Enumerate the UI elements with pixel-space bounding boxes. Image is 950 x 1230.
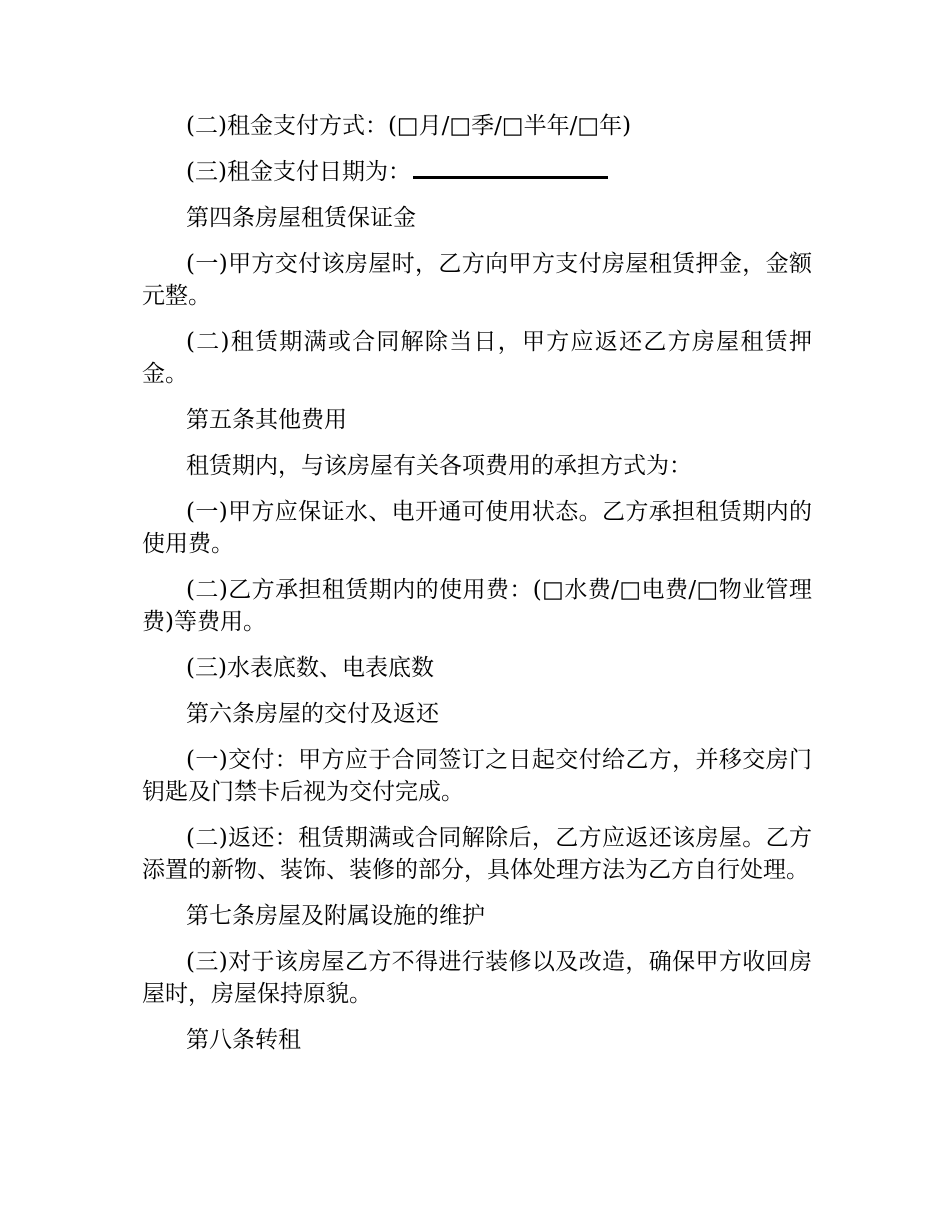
paragraph-meter-readings: (三)水表底数、电表底数	[186, 655, 434, 681]
document-body	[142, 110, 812, 1070]
paragraph-utilities-1: (一)甲方应保证水、电开通可使用状态。乙方承担租赁期内的使用费。	[142, 499, 812, 557]
paragraph-rent-payment-method: (二)租金支付方式：(□月/□季/□半年/□年)	[186, 113, 632, 139]
section-heading-6: 第六条房屋的交付及返还	[186, 701, 439, 727]
section-heading-7: 第七条房屋及附属设施的维护	[186, 903, 485, 929]
section-heading-4: 第四条房屋租赁保证金	[186, 205, 416, 231]
section-heading-8: 第八条转租	[186, 1027, 301, 1053]
paragraph-return: (二)返还：租赁期满或合同解除后，乙方应返还该房屋。乙方添置的新物、装饰、装修的部分，具体处理方法为乙方自行处理。	[142, 825, 812, 883]
paragraph-expenses-intro: 租赁期内，与该房屋有关各项费用的承担方式为：	[186, 453, 692, 479]
paragraph-utilities-2: (二)乙方承担租赁期内的使用费：(□水费/□电费/□物业管理费)等费用。	[142, 577, 812, 635]
paragraph-delivery: (一)交付：甲方应于合同签订之日起交付给乙方，并移交房门钥匙及门禁卡后视为交付完成。	[142, 747, 812, 805]
paragraph-deposit-payment: (一)甲方交付该房屋时，乙方向甲方支付房屋租赁押金，金额元整。	[142, 251, 812, 309]
rent-payment-date-label: (三)租金支付日期为：	[186, 159, 411, 185]
rent-payment-date-blank	[413, 158, 608, 179]
paragraph-rent-payment-date	[142, 156, 812, 188]
paragraph-deposit-return: (二)租赁期满或合同解除当日，甲方应返还乙方房屋租赁押金。	[142, 329, 812, 387]
section-heading-5: 第五条其他费用	[186, 407, 347, 433]
paragraph-maintenance: (三)对于该房屋乙方不得进行装修以及改造，确保甲方收回房屋时，房屋保持原貌。	[142, 949, 812, 1007]
